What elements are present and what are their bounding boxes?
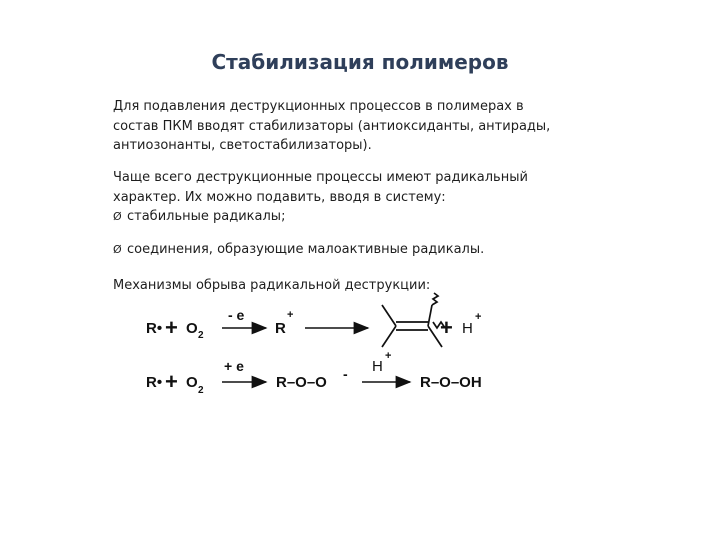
row2-plus: + [165, 369, 178, 394]
alkene-bond-ll [382, 326, 396, 347]
radical-line-1: Чаще всего деструкционные процессы имеют радикальный [113, 170, 528, 185]
intro-line-1: Для подавления деструкционных процессов в полимерах в [113, 99, 524, 114]
wavy-bond-icon [432, 293, 438, 305]
row1-plus2: + [440, 315, 453, 340]
row1-plus: + [165, 315, 178, 340]
row1-oxygen-sub: 2 [198, 330, 204, 341]
row1-cation-charge: + [287, 309, 294, 321]
alkene-bond-ul [382, 305, 396, 326]
row2-peroxide-charge: - [343, 366, 348, 382]
alkene-structure [382, 293, 445, 347]
intro-line-2: состав ПКМ вводят стабилизаторы (антиоксиданты, антирады, [113, 118, 551, 134]
row1-proton: H [462, 320, 473, 337]
row1-proton-charge: + [475, 311, 482, 323]
row2-product: R–O–OH [420, 374, 482, 391]
intro-line-3: антиозонанты, светостабилизаторы). [113, 138, 372, 153]
mechanisms-line: Механизмы обрыва радикальной деструкции: [113, 278, 431, 293]
row2-peroxide: R–O–O [276, 374, 327, 391]
row1-cation: R [275, 320, 286, 337]
row1-arrow-label: - e [228, 307, 245, 323]
bullet-text-1: стабильные радикалы; [127, 209, 286, 224]
row2-proton: H [372, 358, 383, 375]
row2-arrow-label: + e [224, 358, 244, 374]
row2-radical: R• [146, 374, 163, 391]
row2-proton-charge: + [385, 350, 392, 362]
bullet-text-2: соединения, образующие малоактивные радикалы. [127, 242, 485, 257]
bullet-arrow-icon: Ø [113, 210, 122, 223]
radical-line-2: характер. Их можно подавить, вводя в систему: [113, 189, 446, 205]
alkene-bond-ur [428, 305, 432, 326]
row2-oxygen: O [186, 374, 198, 391]
bullet-arrow-icon: Ø [113, 243, 122, 256]
slide-title: Стабилизация полимеров [211, 50, 509, 74]
row1-radical: R• [146, 320, 163, 337]
row1-oxygen: O [186, 320, 198, 337]
row2-oxygen-sub: 2 [198, 385, 204, 396]
